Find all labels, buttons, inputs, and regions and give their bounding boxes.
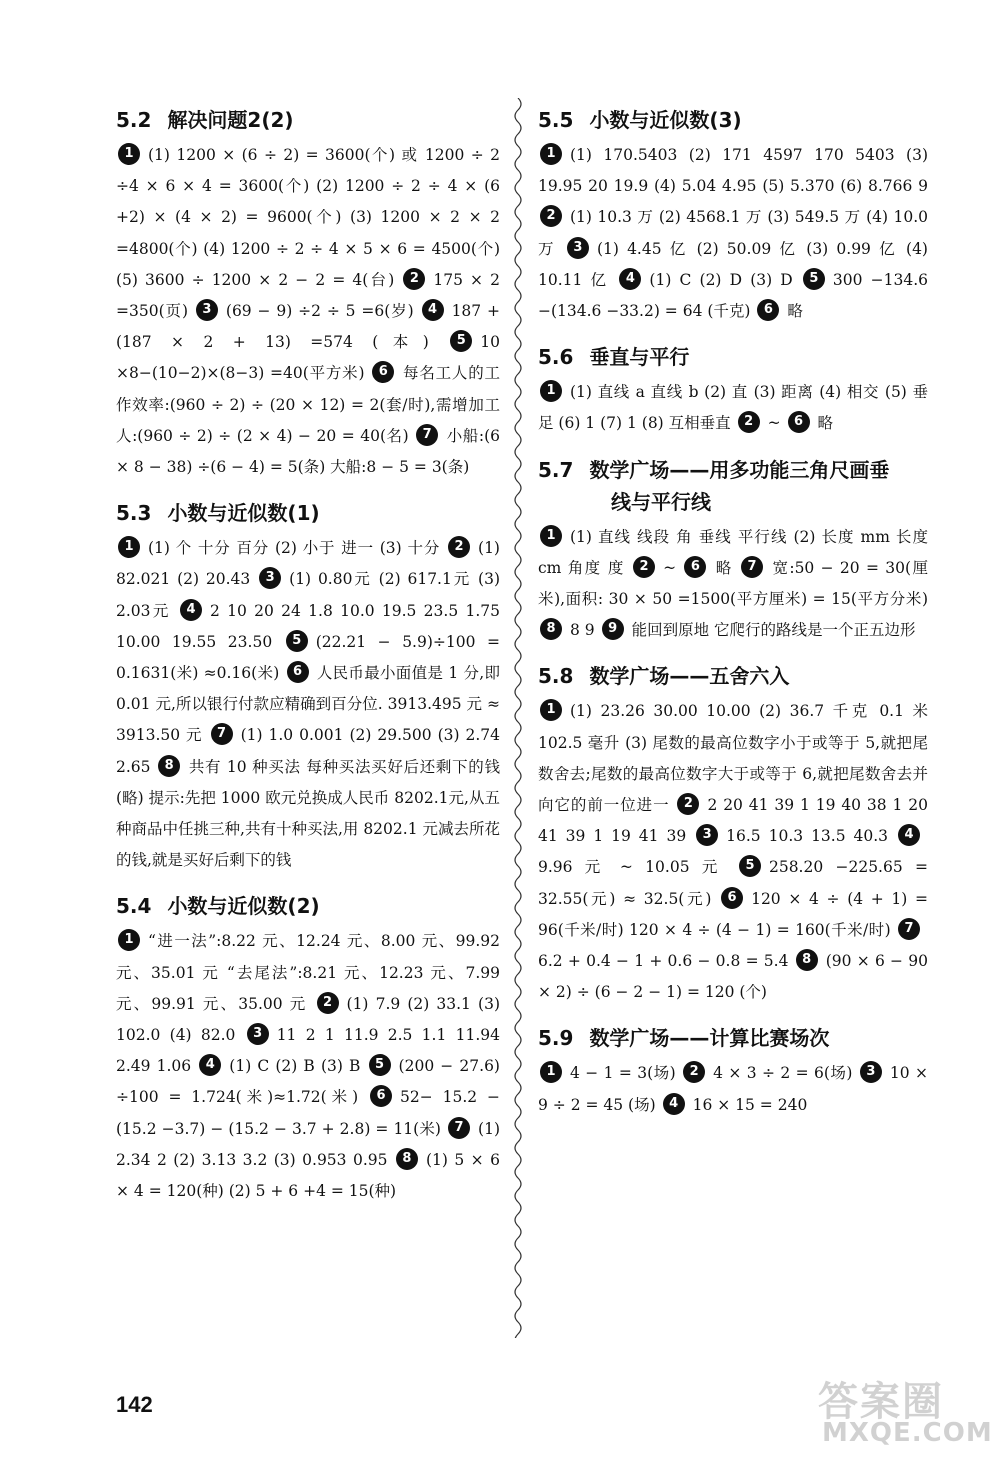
answer-badge: 6 [287, 661, 309, 683]
answer-badge: 1 [118, 536, 140, 558]
answer-badge: 6 [684, 556, 706, 578]
section-title-5-4: 5.4 小数与近似数(2) [116, 894, 320, 919]
answer-badge: 1 [118, 929, 140, 951]
answer-badge: 8 [396, 1148, 418, 1170]
section-body-5-9: 1 4 − 1 = 3(场) 2 4 × 3 ÷ 2 = 6(场) 3 10 × 9 ÷ 2 = 45 (场) 4 16 × 15 = 240 [538, 1058, 928, 1120]
answer-badge: 3 [259, 567, 281, 589]
answer-badge: 7 [211, 723, 233, 745]
answer-badge: 7 [898, 918, 920, 940]
answer-badge: 4 [619, 268, 641, 290]
section-title-5-6: 5.6 垂直与平行 [538, 345, 690, 370]
answer-badge: 1 [540, 699, 562, 721]
answer-badge: 1 [118, 143, 140, 165]
wavy-column-divider [508, 98, 528, 1338]
answer-badge: 4 [422, 299, 444, 321]
answer-badge: 2 [540, 205, 562, 227]
answer-badge: 2 [738, 411, 760, 433]
section-title-5-3: 5.3 小数与近似数(1) [116, 501, 320, 526]
answer-badge: 8 [796, 949, 818, 971]
answer-badge: 8 [158, 755, 180, 777]
answer-badge: 4 [898, 824, 920, 846]
section-title-5-8: 5.8 数学广场——五舍六入 [538, 664, 790, 689]
answer-badge: 2 [633, 556, 655, 578]
answer-badge: 3 [696, 824, 718, 846]
answer-badge: 3 [567, 237, 589, 259]
answer-badge: 6 [788, 411, 810, 433]
answer-badge: 3 [196, 299, 218, 321]
section-body-5-8: 1 (1) 23.26 30.00 10.00 (2) 36.7 千克 0.1 米 102.5 毫升 (3) 尾数的最高位数字小于或等于 5,就把尾数舍去;尾数的最高位数字大于或等于 6,就把尾数舍去并向它的前一位进一 2 2 20 41 39 1 19 40 38 1 20 41 39 1 19 41 39 3 16.5 10.3 13.5 40.3 49.96 元 ~ 10.05 元 5 258.20 −225.65 = 32.55(元) ≈ 32.5(元) 6 120 × 4 ÷ (4 + 1) = 96(千米/时) 120 × 4 ÷ (4 − 1) = 160(千米/时) 76.2 + 0.4 − 1 + 0.6 − 0.8 = 5.4 8 (90 × 6 − 90 × 2) ÷ (6 − 2 − 1) = 120 (个) [538, 696, 928, 1008]
watermark-text: 答案圈 [818, 1379, 944, 1425]
answer-badge: 2 [683, 1061, 705, 1083]
answer-badge: 7 [416, 424, 438, 446]
answer-badge: 5 [803, 268, 825, 290]
answer-badge: 3 [247, 1023, 269, 1045]
answer-badge: 4 [663, 1093, 685, 1115]
answer-badge: 2 [677, 793, 699, 815]
page-number: 142 [116, 1392, 153, 1417]
section-body-5-4: 1 “进一法”:8.22 元、12.24 元、8.00 元、99.92元、35.01 元 “去尾法”:8.21 元、12.23 元、7.99 元、99.91 元、35.00 元 2 (1) 7.9 (2) 33.1 (3) 102.0 (4) 82.0 3 11 2 1 11.9 2.5 1.1 11.94 2.49 1.06 4 (1) C (2) B (3) B 5 (200 − 27.6) ÷100 = 1.724(米)≈1.72(米) 6 52− 15.2 − (15.2 −3.7) − (15.2 − 3.7 + 2.8) = 11(米) 7 (1) 2.34 2 (2) 3.13 3.2 (3) 0.953 0.95 8 (1) 5 × 6 × 4 = 120(种) (2) 5 + 6 +4 = 15(种) [116, 926, 500, 1207]
section-body-5-3: 1 (1) 个 十分 百分 (2) 小于 进一 (3) 十分 2 (1) 82.021 (2) 20.43 3 (1) 0.80元 (2) 617.1元 (3) 2.03元 4 2 10 20 24 1.8 10.0 19.5 23.5 1.75 10.00 19.55 23.50 5 (22.21 − 5.9)÷100 = 0.1631(米) ≈0.16(米) 6 人民币最小面值是 1 分,即 0.01 元,所以银行付款应精确到百分位. 3913.495 元 ≈ 3913.50 元 7 (1) 1.0 0.001 (2) 29.500 (3) 2.74 2.65 8 共有 10 种买法 每种买法买好后还剩下的钱(略) 提示:先把 1000 欧元兑换成人民币 8202.1元,从五种商品中任挑三种,共有十种买法,用 8202.1 元减去所花的钱,就是买好后剩下的钱 [116, 533, 500, 876]
section-body-5-7: 1 (1) 直线 线段 角 垂线 平行线 (2) 长度 mm 长度 cm 角度 度 2 ~ 6 略 7 宽:50 − 20 = 30(厘米),面积: 30 × 50 =1500(平方厘米) = 15(平方分米) 8 8 9 9 能回到原地 它爬行的路线是一个正五边形 [538, 522, 928, 647]
answer-badge: 4 [199, 1054, 221, 1076]
right-column [538, 104, 928, 1135]
answer-badge: 6 [721, 887, 743, 909]
answer-badge: 6 [757, 299, 779, 321]
answer-badge: 2 [448, 536, 470, 558]
answer-badge: 1 [540, 380, 562, 402]
answer-badge: 1 [540, 143, 562, 165]
watermark-url: MXQE.COM [822, 1418, 993, 1448]
answer-badge: 1 [540, 1061, 562, 1083]
answer-badge: 5 [450, 330, 472, 352]
section-title-5-7: 5.7 数学广场——用多功能三角尺画垂 线与平行线 [538, 457, 890, 514]
answer-badge: 2 [317, 992, 339, 1014]
answer-badge: 8 [540, 618, 562, 640]
answer-badge: 6 [370, 1085, 392, 1107]
section-title-5-5: 5.5 小数与近似数(3) [538, 108, 742, 132]
section-body-5-6: 1 (1) 直线 a 直线 b (2) 直 (3) 距离 (4) 相交 (5) 垂足 (6) 1 (7) 1 (8) 互相垂直 2 ~ 6 略 [538, 377, 928, 439]
left-column [116, 104, 500, 1221]
answer-badge: 4 [180, 599, 202, 621]
section-body-5-2: 1 (1) 1200 × (6 ÷ 2) = 3600(个) 或 1200 ÷ 2 ÷4 × 6 × 4 = 3600(个) (2) 1200 ÷ 2 ÷ 4 × (6 +2) × (4 × 2) = 9600(个) (3) 1200 × 2 × 2 =4800(个) (4) 1200 ÷ 2 ÷ 4 × 5 × 6 = 4500(个) (5) 3600 ÷ 1200 × 2 − 2 = 4(台) 2 175 × 2 =350(页) 3 (69 − 9) ÷2 ÷ 5 =6(岁) 4 187 + (187 × 2 + 13) =574 (本) 5 10 ×8−(10−2)×(8−3) =40(平方米) 6 每名工人的工作效率:(960 ÷ 2) ÷ (20 × 12) = 2(套/时),需增加工人:(960 ÷ 2) ÷ (2 × 4) − 20 = 40(名) 7 小船:(6 × 8 − 38) ÷(6 − 4) = 5(条) 大船:8 − 5 = 3(条) [116, 140, 500, 483]
section-body-5-5: 1 (1) 170.5403 (2) 171 4597 170 5403 (3) 19.95 20 19.9 (4) 5.04 4.95 (5) 5.370 (6) 8.766 9 2 (1) 10.3 万 (2) 4568.1 万 (3) 549.5 万 (4) 10.0 万 3 (1) 4.45 亿 (2) 50.09 亿 (3) 0.99 亿 (4) 10.11 亿 4 (1) C (2) D (3) D 5 300 −134.6 −(134.6 −33.2) = 64 (千克) 6 略 [538, 140, 928, 327]
answer-badge: 5 [369, 1054, 391, 1076]
answer-badge: 3 [860, 1061, 882, 1083]
answer-badge: 5 [739, 855, 761, 877]
answer-badge: 7 [741, 556, 763, 578]
answer-badge: 6 [372, 361, 394, 383]
section-title-5-9: 5.9 数学广场——计算比赛场次 [538, 1026, 830, 1051]
section-title-5-2: 5.2 解决问题2(2) [116, 108, 294, 132]
answer-badge: 1 [540, 525, 562, 547]
answer-badge: 5 [286, 630, 308, 652]
answer-badge: 2 [403, 268, 425, 290]
answer-badge: 7 [448, 1117, 470, 1139]
watermark-logo [810, 1370, 993, 1455]
answer-badge: 9 [602, 618, 624, 640]
